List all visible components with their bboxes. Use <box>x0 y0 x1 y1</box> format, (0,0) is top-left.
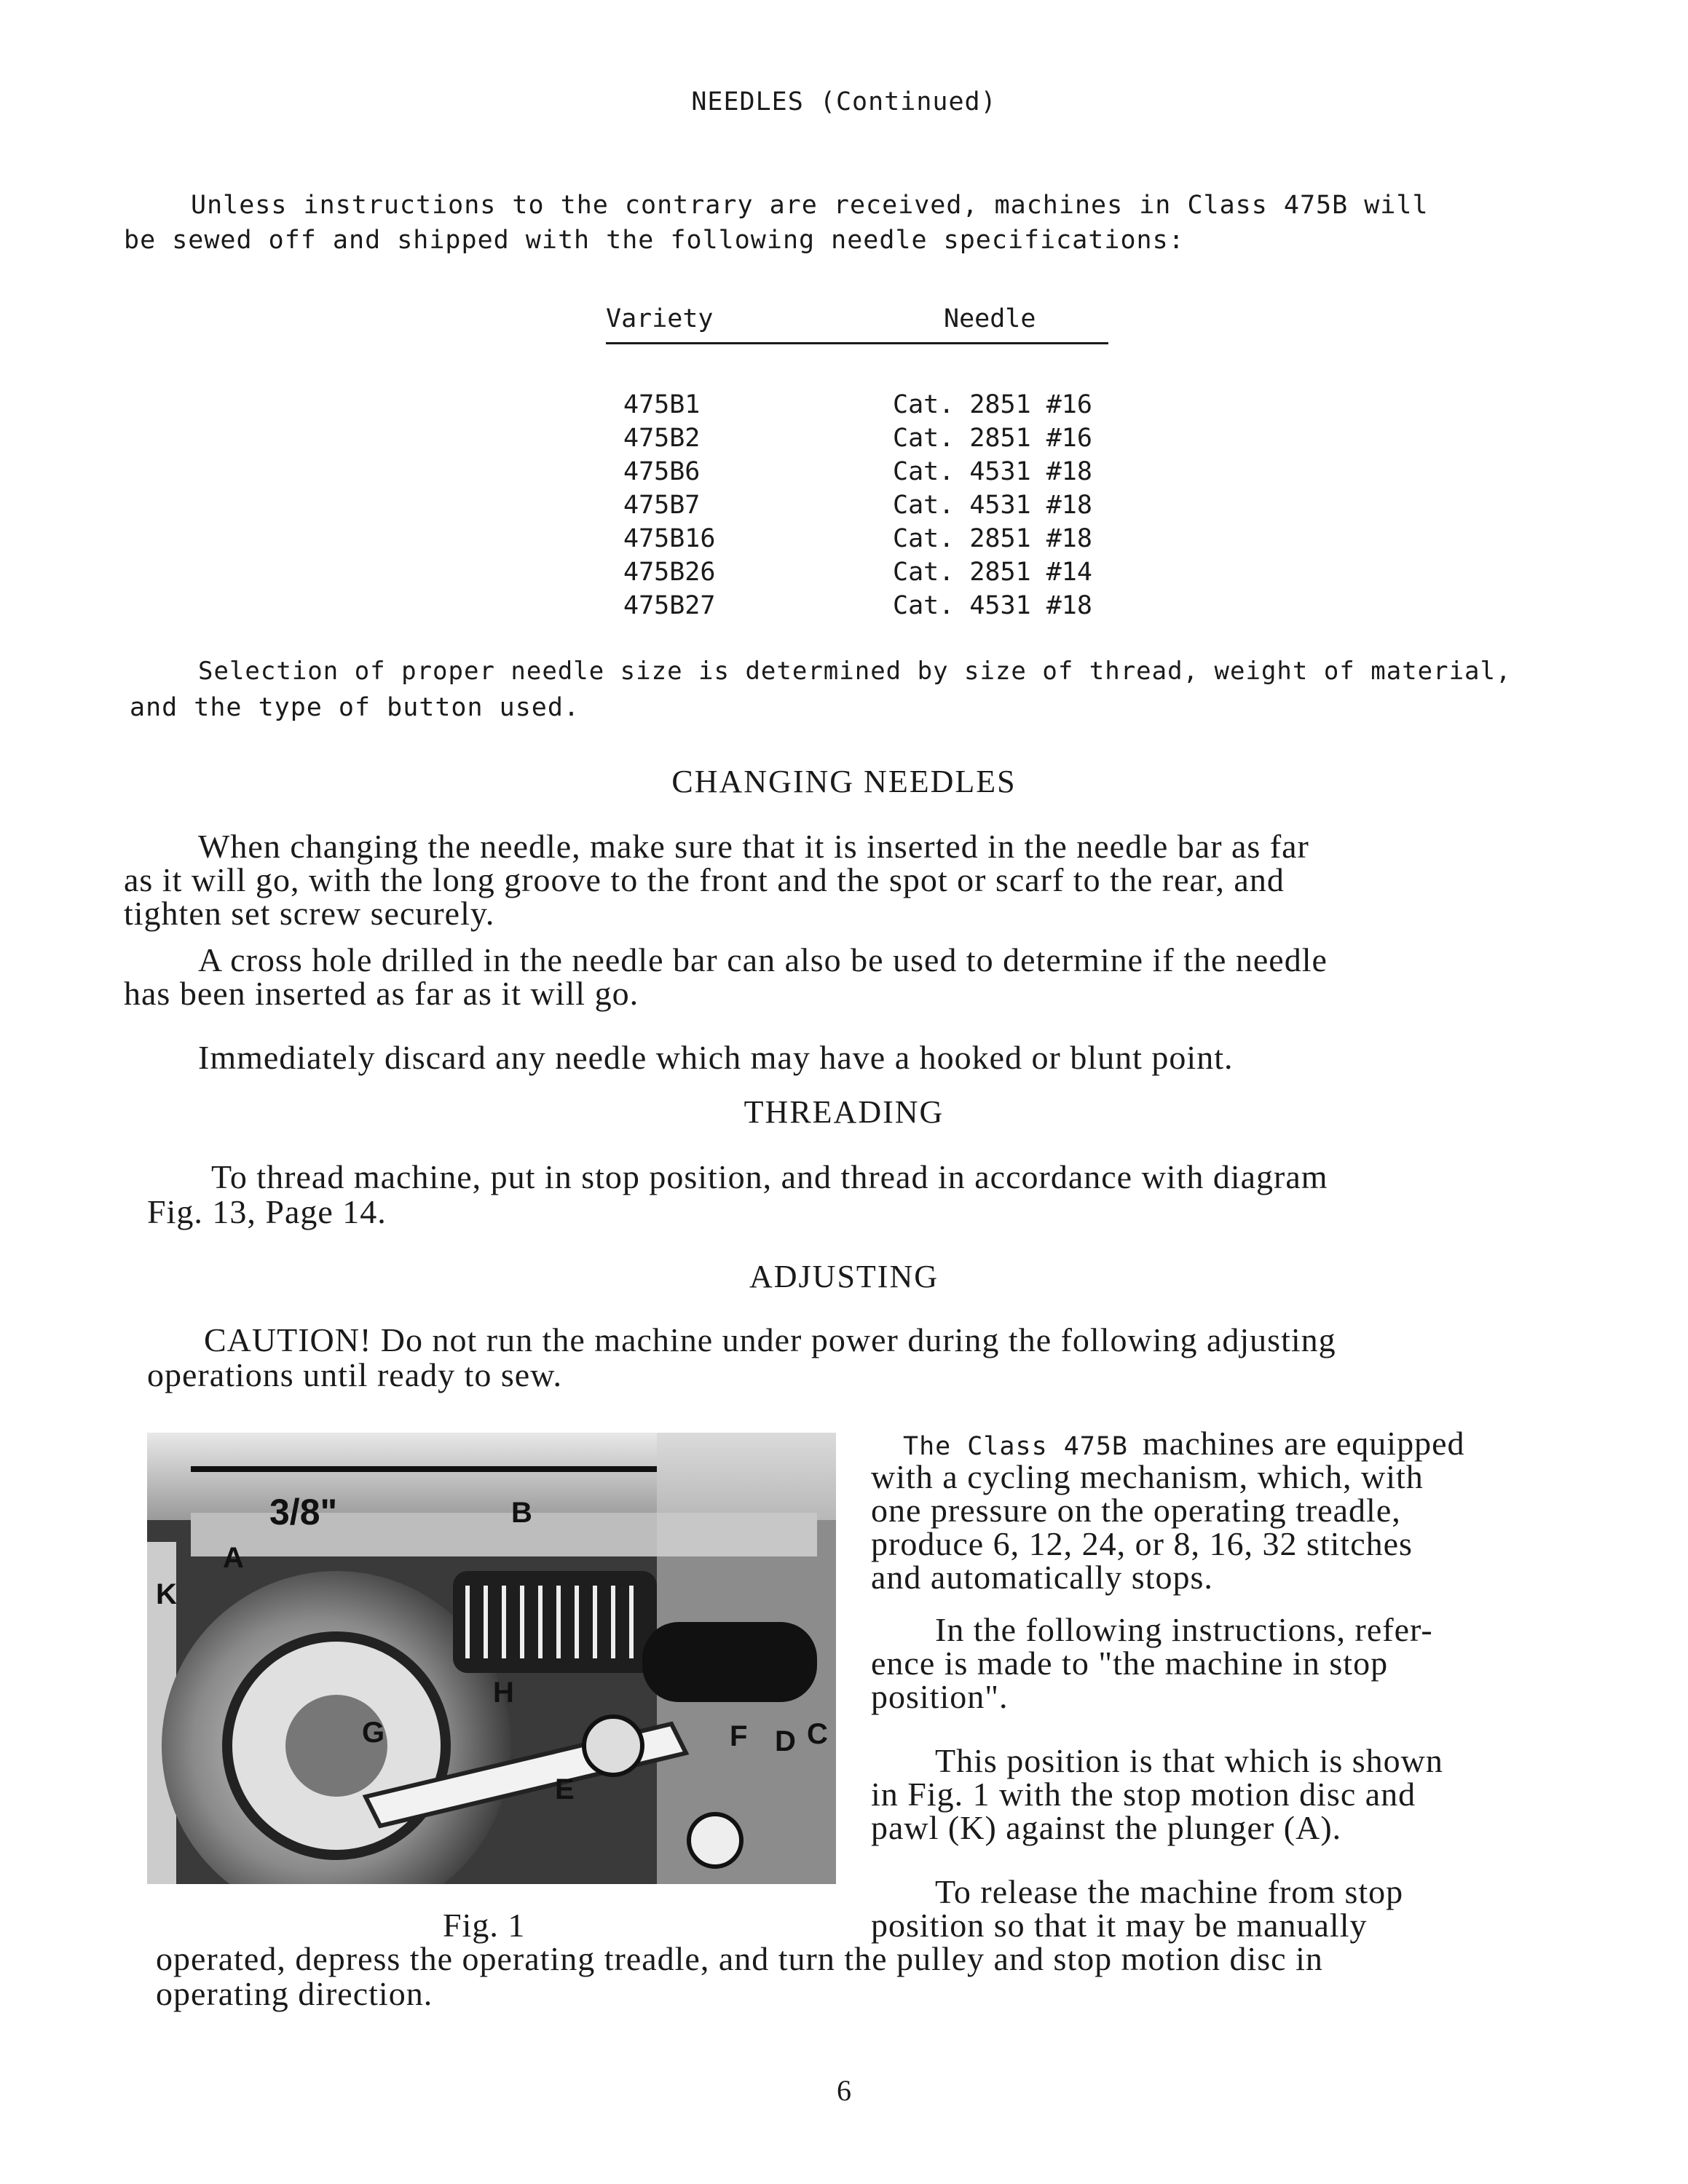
variety-cell: 475B27 <box>623 591 716 620</box>
fig-label-g: G <box>362 1717 385 1749</box>
table-row <box>623 558 1177 591</box>
page-number: 6 <box>837 2074 851 2107</box>
adjusting-line-2: operations until ready to sew. <box>147 1356 562 1393</box>
needle-cell: Cat. 4531 #18 <box>893 591 1092 620</box>
fig-label-h: H <box>493 1677 514 1709</box>
threading-line-1: To thread machine, put in stop position, and thread in accordance with diagram <box>211 1158 1328 1195</box>
needle-table-header <box>606 304 1108 344</box>
needle-cell: Cat. 2851 #18 <box>893 524 1092 553</box>
needle-cell: Cat. 4531 #18 <box>893 457 1092 486</box>
col-variety-header: Variety <box>606 304 714 333</box>
adjusting-line-1: CAUTION! Do not run the machine under power during the following adjusting <box>204 1321 1336 1358</box>
section-title-adjusting: ADJUSTING <box>749 1259 939 1294</box>
table-row <box>623 390 1177 424</box>
table-row <box>623 457 1177 491</box>
changing-p2-line-2: has been inserted as far as it will go. <box>124 975 639 1012</box>
changing-p1-line-1: When changing the needle, make sure that it is inserted in the needle bar as far <box>198 828 1309 865</box>
right-p3-line-3: pawl (K) against the plunger (A). <box>871 1809 1342 1846</box>
class-model-text-rest: machines are equipped <box>1143 1425 1465 1462</box>
needle-cell: Cat. 4531 #18 <box>893 491 1092 520</box>
variety-cell: 475B7 <box>623 491 701 520</box>
right-p2-line-1: In the following instructions, refer- <box>935 1611 1433 1648</box>
variety-cell: 475B2 <box>623 424 701 453</box>
fig-label-e: E <box>555 1773 575 1805</box>
needle-table <box>623 390 1177 625</box>
figure-1-photo <box>147 1433 836 1884</box>
fig-label-c: C <box>807 1718 828 1750</box>
right-p2-line-2: ence is made to "the machine in stop <box>871 1645 1389 1682</box>
col-needle-header: Needle <box>944 304 1036 333</box>
machine-mechanism-illustration <box>147 1433 836 1884</box>
right-p1-line-4: produce 6, 12, 24, or 8, 16, 32 stitches <box>871 1525 1413 1562</box>
right-p3-line-2: in Fig. 1 with the stop motion disc and <box>871 1776 1416 1813</box>
changing-p1-line-3: tighten set screw securely. <box>124 895 495 932</box>
selection-line-1: Selection of proper needle size is determined by size of thread, weight of material, <box>198 657 1512 686</box>
right-p2-line-3: position". <box>871 1678 1009 1715</box>
section-title-threading: THREADING <box>744 1094 944 1130</box>
figure-caption: Fig. 1 <box>443 1907 526 1944</box>
variety-cell: 475B26 <box>623 558 716 587</box>
fig-label-d: D <box>775 1725 796 1757</box>
table-row <box>623 524 1177 558</box>
final-line-2: operating direction. <box>156 1975 433 2012</box>
page-header: NEEDLES (Continued) <box>691 87 997 116</box>
variety-cell: 475B6 <box>623 457 701 486</box>
fig-label-a: A <box>223 1542 244 1574</box>
right-p1-line-5: and automatically stops. <box>871 1559 1213 1596</box>
needle-cell: Cat. 2851 #16 <box>893 424 1092 453</box>
threading-line-2: Fig. 13, Page 14. <box>147 1193 387 1230</box>
table-row <box>623 491 1177 524</box>
fig-label-k: K <box>156 1578 177 1610</box>
selection-line-2: and the type of button used. <box>130 693 580 722</box>
table-row <box>623 424 1177 457</box>
right-p4-line-2: position so that it may be manually <box>871 1907 1368 1944</box>
variety-cell: 475B1 <box>623 390 701 419</box>
changing-p1-line-2: as it will go, with the long groove to the front and the spot or scarf to the rear, and <box>124 861 1285 898</box>
needle-cell: Cat. 2851 #16 <box>893 390 1092 419</box>
needle-cell: Cat. 2851 #14 <box>893 558 1092 587</box>
section-title-changing-needles: CHANGING NEEDLES <box>671 764 1017 799</box>
changing-p3: Immediately discard any needle which may have a hooked or blunt point. <box>198 1039 1234 1076</box>
fig-label-f: F <box>730 1720 748 1752</box>
fig-label-dimension: 3/8" <box>269 1492 338 1532</box>
right-p1-line-3: one pressure on the operating treadle, <box>871 1492 1401 1529</box>
changing-p2-line-1: A cross hole drilled in the needle bar can also be used to determine if the needle <box>198 941 1328 978</box>
final-line-1: operated, depress the operating treadle, and turn the pulley and stop motion disc in <box>156 1940 1323 1977</box>
right-p3-line-1: This position is that which is shown <box>935 1742 1443 1779</box>
intro-line-2: be sewed off and shipped with the following needle specifications: <box>124 226 1185 255</box>
table-row <box>623 591 1177 625</box>
right-p4-line-1: To release the machine from stop <box>935 1873 1404 1910</box>
intro-line-1: Unless instructions to the contrary are received, machines in Class 475B will <box>191 191 1429 220</box>
right-p1-line-2: with a cycling mechanism, which, with <box>871 1458 1424 1495</box>
class-model-text: The Class 475B <box>903 1432 1129 1461</box>
variety-cell: 475B16 <box>623 524 716 553</box>
fig-label-b: B <box>511 1497 532 1529</box>
